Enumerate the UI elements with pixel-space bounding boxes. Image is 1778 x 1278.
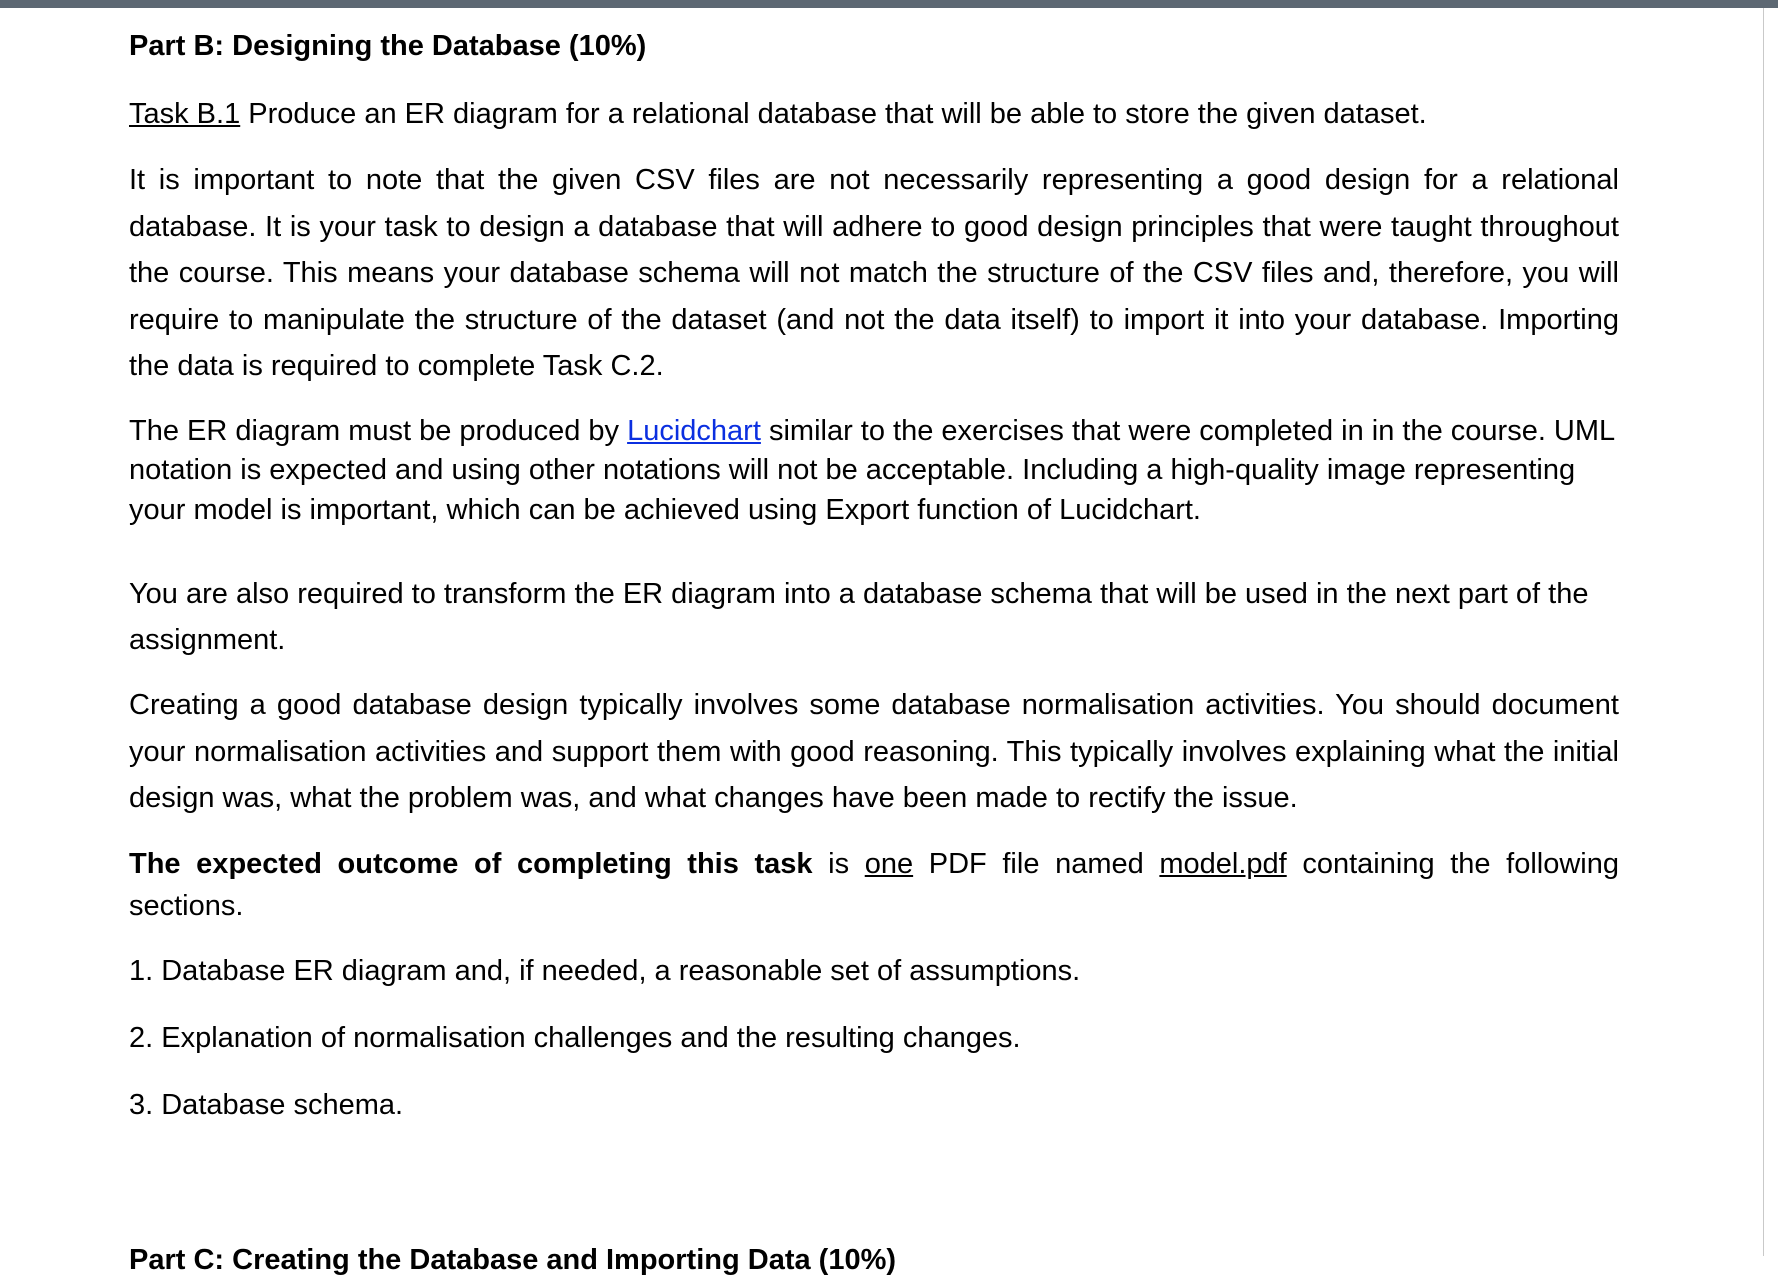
expected-is: is (812, 847, 865, 880)
expected-bold-text: The expected outcome of completing this task (129, 847, 813, 880)
expected-outcome-paragraph (129, 843, 1619, 927)
expected-pdf: PDF file named (913, 847, 1160, 880)
normalisation-paragraph: Creating a good database design typically involves some database normalisation activities. You should document your normalisation activities and support them with good reasoning. This typically involves explaining what the initial design was, what the problem was, and what changes have been made to rectify the issue. (129, 689, 1619, 814)
window-top-bar (0, 0, 1778, 8)
lucidchart-link[interactable]: Lucidchart (627, 414, 761, 447)
document-content (129, 18, 1619, 1125)
expected-one: one (864, 847, 914, 880)
expected-filename: model.pdf (1159, 847, 1287, 880)
page-margin-right (1764, 8, 1778, 1256)
important-paragraph: It is important to note that the given CSV files are not necessarily representing a good design for a relational database. It is your task to design a database that will adhere to good design principles that were taught throughout the course. This means your database schema will not match the structure of the CSV files and, therefore, you will require to manipulate the structure of the dataset (and not the data itself) to import it into your database. Importing the data is required to complete Task C.2. (129, 164, 1619, 382)
section-heading: Part B: Designing the Database (10%) (129, 30, 647, 62)
task-paragraph (129, 94, 1619, 134)
lucid-text-after: similar to the exercises that were completed in in the course. UML notation is expected and using other notations will not be acceptable. Including a high-quality image representing your model is important, which can be achieved using Export function of Lucidchart. (129, 414, 1615, 526)
next-section-heading-partial: Part C: Creating the Database and Importing Data (10%) (129, 1244, 897, 1276)
list-item: 1. Database ER diagram and, if needed, a reasonable set of assumptions. (129, 954, 1081, 987)
task-text: Produce an ER diagram for a relational database that will be able to store the given dataset. (240, 98, 1427, 130)
schema-paragraph: You are also required to transform the ER diagram into a database schema that will be used in the next part of the assignment. (129, 578, 1589, 656)
lucid-text-before: The ER diagram must be produced by (129, 414, 628, 447)
expected-rest: containing the following sections. (129, 847, 1619, 922)
document-page (0, 8, 1763, 1276)
list-item: 2. Explanation of normalisation challenges and the resulting changes. (129, 1021, 1021, 1054)
lucidchart-paragraph (129, 412, 1619, 531)
list-item: 3. Database schema. (129, 1088, 404, 1121)
task-label: Task B.1 (129, 98, 241, 130)
